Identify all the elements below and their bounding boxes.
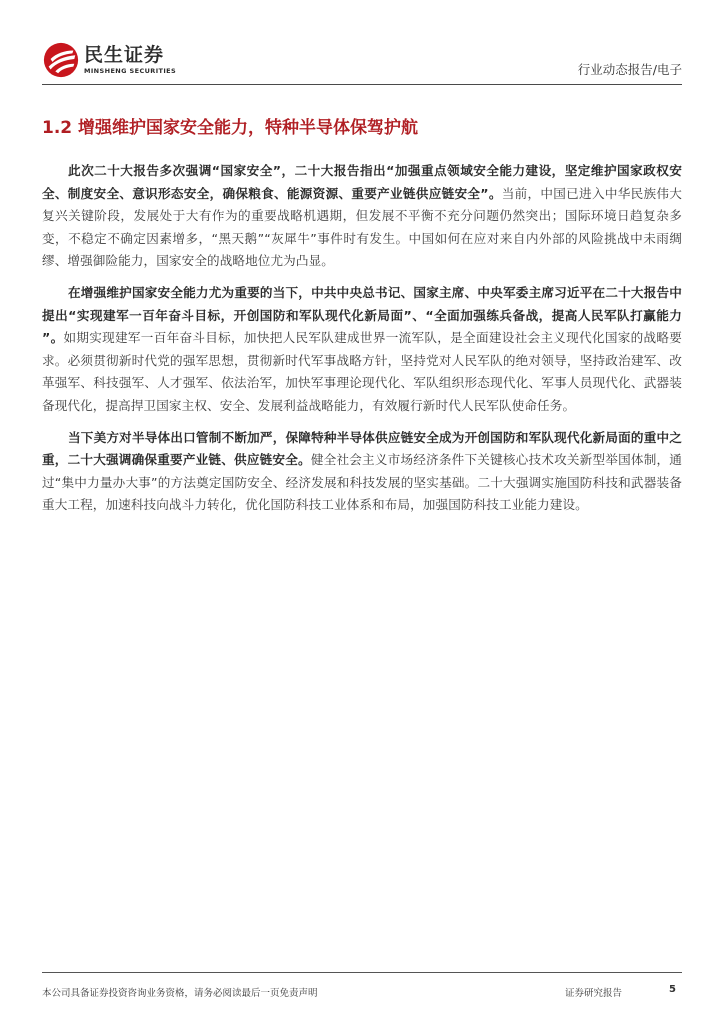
section-title: 1.2 增强维护国家安全能力，特种半导体保驾护航: [42, 118, 419, 138]
paragraph: [42, 160, 682, 273]
paragraph-bold-lead: 当下美方对半导体出口管制不断加严，保障特种半导体供应链安全成为开创国防和军队现代化新局面的重中之重，二十大强调确保重要产业链、供应链安全。: [42, 429, 682, 468]
company-logo: [42, 40, 176, 80]
paragraph-text: 如期实现建军一百年奋斗目标，加快把人民军队建成世界一流军队，是全面建设社会主义现代化国家的战略要求。必须贯彻新时代党的强军思想，贯彻新时代军事战略方针，坚持党对人民军队的绝对领导，坚持政治建军、改革强军、科技强军、人才强军、依法治军，加快军事理论现代化、军队组织形态现代化、军事人员现代化、武器装备现代化，提高捍卫国家主权、安全、发展利益战略能力，有效履行新时代人民军队使命任务。: [42, 330, 682, 413]
paragraph-text: 健全社会主义市场经济条件下关键核心技术攻关新型举国体制，通过“集中力量办大事”的方法奠定国防安全、经济发展和科技发展的坚实基础。二十大强调实施国防科技和武器装备重大工程，加速科技向战斗力转化，优化国防科技工业体系和布局，加强国防科技工业能力建设。: [42, 452, 682, 513]
body-text: [42, 160, 682, 526]
footer-disclaimer: 本公司具备证券投资咨询业务资格，请务必阅读最后一页免责声明: [42, 988, 318, 999]
paragraph-text: 当前，中国已进入中华民族伟大复兴关键阶段，发展处于大有作为的重要战略机遇期，但发展不平衡不充分问题仍然突出；国际环境日趋复杂多变，不稳定不确定因素增多，“黑天鹅”“灰犀牛”事件时有发生。中国如何在应对来自内外部的风险挑战中未雨绸缪、增强御险能力，国家安全的战略地位尤为凸显。: [42, 185, 682, 269]
paragraph: [42, 427, 682, 517]
paragraph: [42, 282, 682, 418]
page-header: [42, 40, 682, 85]
minsheng-logo-icon: [42, 41, 80, 79]
footer-label: 证券研究报告: [564, 988, 622, 999]
logo-english-name: MINSHENG SECURITIES: [84, 67, 177, 75]
page-number: 5: [669, 984, 676, 995]
report-type: 行业动态报告/电子: [577, 62, 682, 77]
paragraph-bold-lead: 此次二十大报告多次强调“国家安全”，二十大报告指出“加强重点领域安全能力建设，坚定维护国家政权安全、制度安全、意识形态安全，确保粮食、能源资源、重要产业链供应链安全”。: [42, 163, 682, 201]
logo-chinese-name: 民生证券: [84, 44, 165, 66]
paragraph-bold-lead: 在增强维护国家安全能力尤为重要的当下，中共中央总书记、国家主席、中央军委主席习近平在二十大报告中提出“实现建军一百年奋斗目标，开创国防和军队现代化新局面”、“全面加强练兵备战，提高人民军队打赢能力 ”。: [42, 284, 682, 346]
page-footer: [42, 972, 682, 1013]
